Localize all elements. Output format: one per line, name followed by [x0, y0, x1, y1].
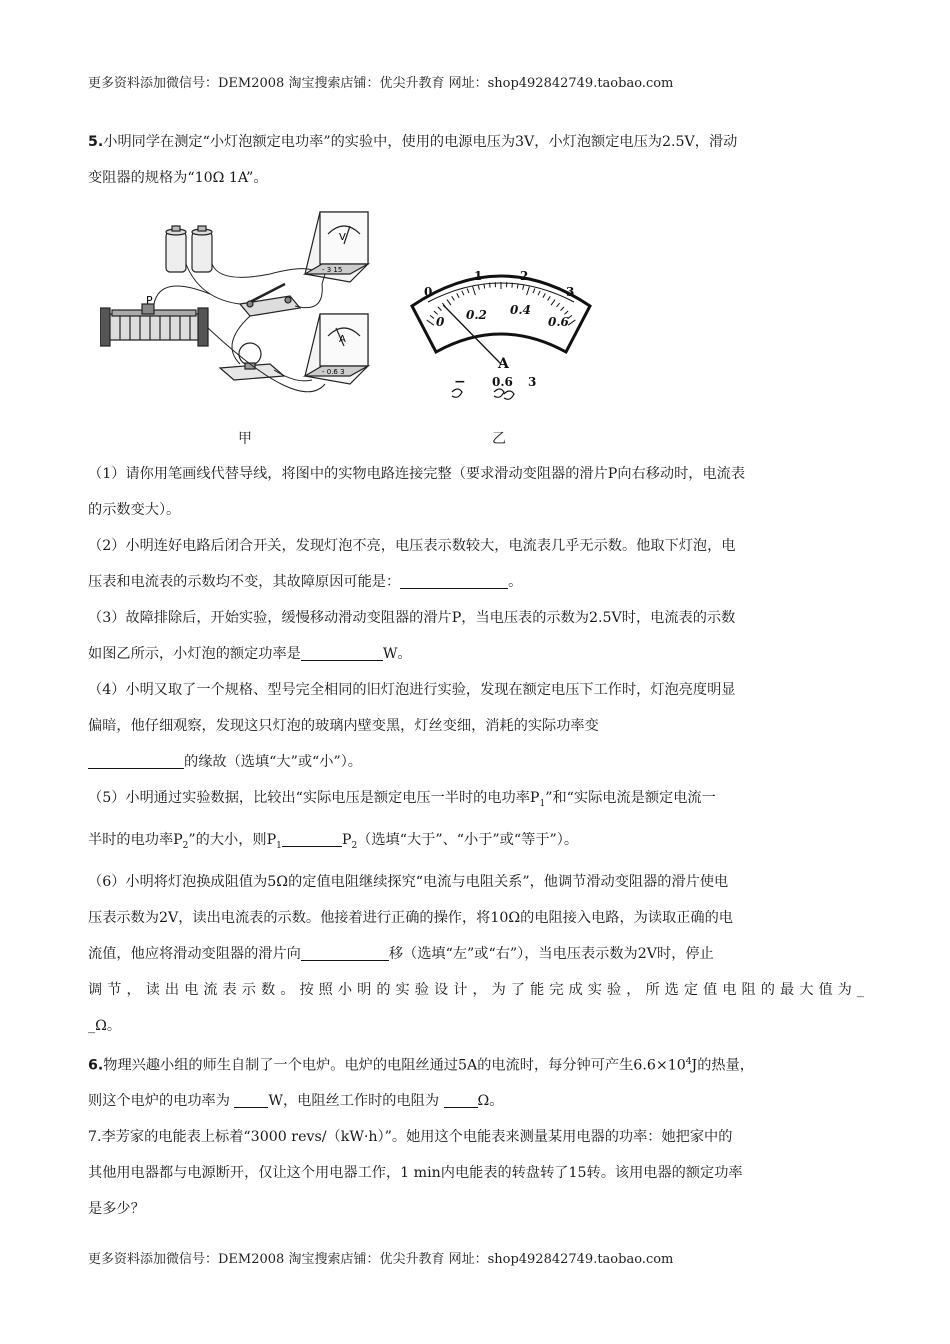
- q5-part2-line2: [88, 564, 864, 600]
- q7-line3: 是多少？: [88, 1201, 145, 1218]
- lower-scale-06: 0.6: [548, 315, 569, 329]
- q5-part5-text-e: P: [341, 831, 352, 848]
- upper-scale-2: 2: [520, 269, 529, 283]
- terminal-minus: −: [454, 374, 466, 390]
- terminal-3: 3: [528, 375, 537, 389]
- q5-part3-text: 如图乙所示，小灯泡的额定功率是: [88, 646, 301, 662]
- q6-number: 6.: [88, 1057, 104, 1074]
- dial-tick: [490, 283, 491, 288]
- q6-line1: [88, 1044, 864, 1084]
- q5-number: 5.: [88, 134, 104, 150]
- figure-jia-circuit: [100, 204, 390, 424]
- q5-part5-text-b: ”和“实际电流是额定电流一: [545, 790, 716, 806]
- q5-part6-line1: （6）小明将灯泡换成阻值为5Ω的定值电阻继续探究“电流与电阻关系”，他调节滑动变阻器的滑片使电: [88, 873, 729, 890]
- q5-part5-text-d: ”的大小，则P: [188, 831, 277, 848]
- q5-part1-line2: 的示数变大）。: [88, 502, 181, 518]
- q5-part4-line1: （4）小明又取了一个规格、型号完全相同的旧灯泡进行实验，发现在额定电压下工作时，灯泡亮度明显: [88, 682, 736, 698]
- q5-part4-text: 的缘故（选填“大”或“小”）。: [184, 754, 362, 770]
- figure-yi-caption: 乙: [492, 431, 506, 447]
- lower-scale-02: 0.2: [466, 308, 487, 322]
- upper-scale-3: 3: [566, 285, 575, 299]
- q6-power-blank[interactable]: [234, 1091, 268, 1108]
- q5-part1-line1: （1）请你用笔画线代替导线，将图中的实物电路连接完整（要求滑动变阻器的滑片P向右移动时，电流表: [88, 466, 746, 482]
- q7-line1: [88, 1119, 864, 1155]
- figure-jia-caption: 甲: [238, 431, 252, 447]
- dial-tick: [512, 283, 513, 288]
- q6-text-a-end: J的热量，: [691, 1057, 754, 1074]
- q5-part6-line2: 压表示数为2V，读出电流表的示数。他接着进行正确的操作，将10Ω的电阻接入电路，为读取正确的电: [88, 909, 733, 926]
- q7-line2: 其他用电器都与电源断开，仅让这个用电器工作，1 min内电能表的转盘转了15转。该用电器的额定功率: [88, 1165, 743, 1182]
- q6-resistance-blank[interactable]: [444, 1091, 478, 1108]
- q5-part6-line4: 调节，读出电流表示数。按照小明的实验设计，为了能完成实验，所选定值电阻的最大值为_: [88, 981, 864, 998]
- q5-part5-text-f: （选填“大于”、“小于”或“等于”）。: [357, 831, 579, 848]
- q6-sup: 4: [685, 1056, 692, 1067]
- rheostat-icon: [100, 304, 208, 346]
- q7-text-a: 李芳家的电能表上标着“3000 revs/（kW·h）”。她用这个电能表来测量某用电器的功率：她把家中的: [101, 1129, 733, 1146]
- q7-number: 7.: [88, 1129, 102, 1146]
- lower-scale-0: 0: [436, 315, 445, 329]
- q5-part6-text-c: 流值，他应将滑动变阻器的滑片向: [88, 945, 301, 962]
- q5-part3-line1: （3）故障排除后，开始实验，缓慢移动滑动变阻器的滑片P，当电压表的示数为2.5V时，电流表的示数: [88, 610, 736, 626]
- q5-part3-unit: W。: [382, 646, 412, 662]
- q5-part6-text-d: 移（选填“左”或“右”），当电压表示数为2V时，停止: [388, 945, 714, 962]
- q5-part2-end: 。: [508, 574, 523, 590]
- q5-part5-text-a: （5）小明通过实验数据，比较出“实际电压是额定电压一半时的电功率P: [88, 790, 540, 806]
- terminal-06: 0.6: [492, 375, 513, 389]
- q5-part5-sub4: 2: [351, 840, 358, 851]
- figure-yi-ammeter-dial: [406, 256, 596, 406]
- q5-part4-line3: [88, 744, 864, 780]
- q5-intro-text1: 小明同学在测定“小灯泡额定电功率”的实验中，使用的电源电压为3V，小灯泡额定电压为2.5V，滑动: [103, 134, 738, 150]
- q5-part5-sub2: 2: [182, 840, 189, 851]
- upper-scale-1: 1: [474, 269, 483, 283]
- q5-part4-line2: 偏暗，他仔细观察，发现这只灯泡的玻璃内壁变黑，灯丝变细，消耗的实际功率变: [88, 718, 599, 734]
- question-content: [88, 124, 864, 1227]
- q5-part6-line5: _Ω。: [88, 1017, 122, 1034]
- q5-part2-line1: （2）小明连好电路后闭合开关，发现灯泡不亮，电压表示数较大，电流表几乎无示数。他取下灯泡，电: [88, 538, 736, 554]
- q5-part5-line2: [88, 822, 864, 864]
- q5-part2-answer-blank[interactable]: [400, 572, 508, 589]
- q6-text-a: 物理兴趣小组的师生自制了一个电炉。电炉的电阻丝通过5A的电流时，每分钟可产生6.6×10: [103, 1057, 686, 1074]
- q5-intro-line2: 变阻器的规格为“10Ω 1A”。: [88, 170, 268, 186]
- voltmeter-letter: V: [339, 232, 346, 243]
- upper-scale-0: 0: [424, 285, 433, 299]
- q5-part5-sub1: 1: [539, 798, 546, 809]
- q5-part3-line2: [88, 636, 864, 672]
- dial-unit-a: A: [498, 356, 509, 372]
- page-footer: 更多资料添加微信号：DEM2008 淘宝搜索店铺：优尖升教育 网址：shop492842749.taobao.com: [88, 1252, 674, 1267]
- lower-scale-04: 0.4: [510, 303, 531, 317]
- q5-part6-direction-blank[interactable]: [301, 944, 389, 961]
- q5-part4-answer-blank[interactable]: [88, 752, 184, 769]
- ammeter-terminals: - 0.6 3: [322, 368, 345, 376]
- q6-line2: [88, 1083, 864, 1119]
- q6-text-b2: W，电阻丝工作时的电阻为: [268, 1093, 444, 1110]
- q5-intro-line1: [88, 124, 864, 160]
- switch-icon: [240, 284, 300, 316]
- q5-part6-line3: [88, 936, 864, 972]
- q5-part2-text: 压表和电流表的示数均不变，其故障原因可能是：: [88, 574, 401, 590]
- page-header: 更多资料添加微信号：DEM2008 淘宝搜索店铺：优尖升教育 网址：shop492842749.taobao.com: [88, 76, 674, 91]
- rheostat-p-label: P: [146, 294, 153, 307]
- figures: [88, 196, 864, 456]
- q5-part5-answer-blank[interactable]: [282, 830, 342, 847]
- ammeter-letter: A: [339, 334, 346, 345]
- q6-text-b3: Ω。: [477, 1093, 504, 1110]
- battery-icon: [166, 226, 212, 272]
- q6-text-b1: 则这个电炉的电功率为: [88, 1093, 235, 1110]
- q5-part5-sub3: 1: [276, 840, 282, 851]
- q5-part5-line1: [88, 780, 864, 822]
- q5-part5-text-c: 半时的电功率P: [88, 831, 183, 848]
- voltmeter-terminals: - 3 15: [322, 266, 343, 274]
- q5-part3-answer-blank[interactable]: [301, 644, 383, 661]
- bulb-icon: [220, 343, 284, 380]
